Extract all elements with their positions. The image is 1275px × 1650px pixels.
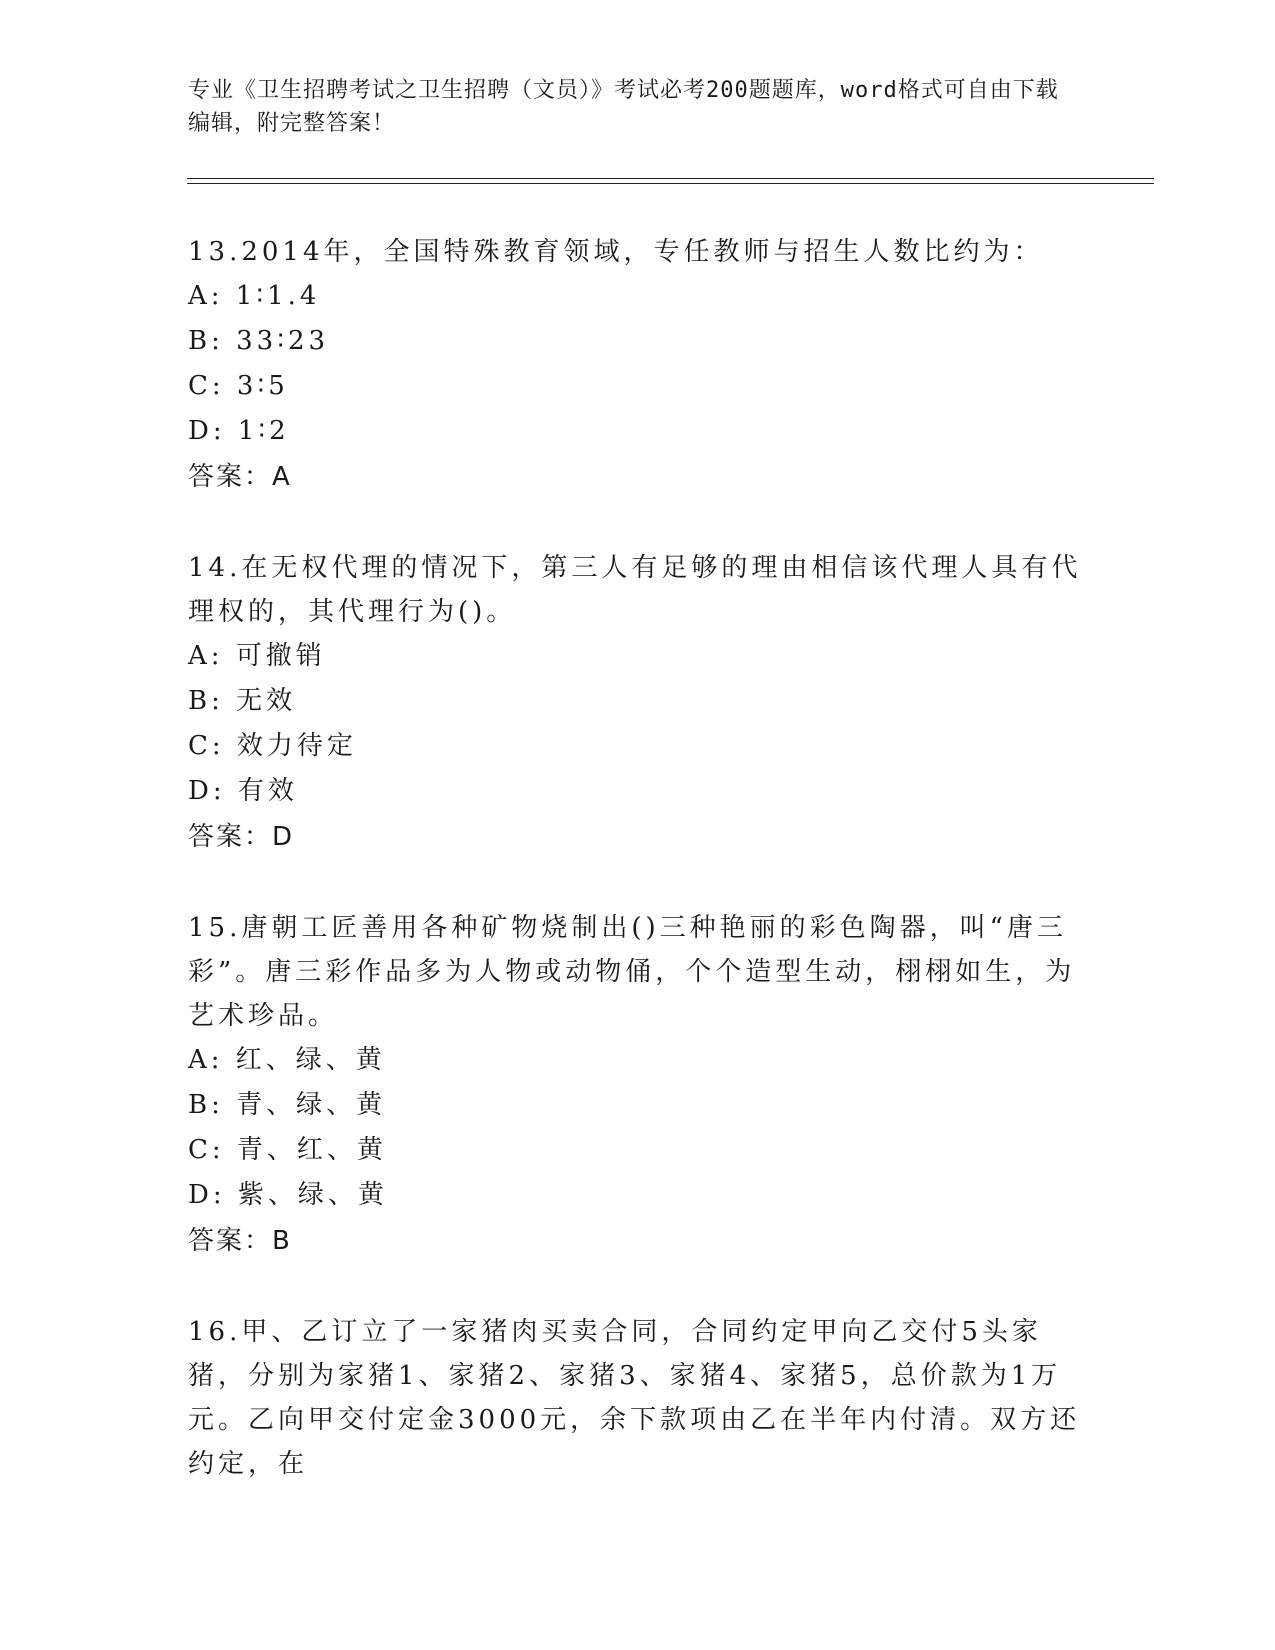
question-stem: 13.2014年，全国特殊教育领域，专任教师与招生人数比约为： xyxy=(188,237,1044,267)
answer-line: 答案：D xyxy=(188,822,295,852)
question-list xyxy=(188,230,1088,1486)
option-a: A: 1∶1.4 xyxy=(188,281,321,311)
option-d: D: 紫、绿、黄 xyxy=(188,1180,388,1210)
option-b: B: 33∶23 xyxy=(188,326,330,356)
question-14 xyxy=(188,546,1088,860)
question-15 xyxy=(188,906,1088,1264)
answer-line: 答案：A xyxy=(188,462,292,492)
document-header: 专业《卫生招聘考试之卫生招聘（文员）》考试必考200题题库，word格式可自由下载编辑，附完整答案！ xyxy=(188,78,1059,136)
question-stem: 16.甲、乙订立了一家猪肉买卖合同，合同约定甲向乙交付5头家猪，分别为家猪1、家猪2、家猪3、家猪4、家猪5，总价款为1万元。乙向甲交付定金3000元，余下款项由乙在半年内付清。双方还约定，在 xyxy=(188,1317,1081,1479)
question-stem: 15.唐朝工匠善用各种矿物烧制出()三种艳丽的彩色陶器，叫“唐三彩”。唐三彩作品多为人物或动物俑，个个造型生动，栩栩如生，为艺术珍品。 xyxy=(188,913,1076,1031)
header-divider-bottom xyxy=(187,183,1154,184)
option-a: A: 可撤销 xyxy=(188,641,326,671)
option-c: C: 3∶5 xyxy=(188,371,289,401)
option-c: C: 效力待定 xyxy=(188,731,357,761)
question-16 xyxy=(188,1310,1088,1486)
option-b: B: 无效 xyxy=(188,686,297,716)
option-c: C: 青、红、黄 xyxy=(188,1135,387,1165)
option-b: B: 青、绿、黄 xyxy=(188,1090,387,1120)
header-divider-top xyxy=(187,178,1154,179)
question-13 xyxy=(188,230,1088,500)
option-a: A: 红、绿、黄 xyxy=(188,1045,386,1075)
answer-line: 答案：B xyxy=(188,1226,292,1256)
option-d: D: 1∶2 xyxy=(188,416,290,446)
question-stem: 14.在无权代理的情况下，第三人有足够的理由相信该代理人具有代理权的，其代理行为()。 xyxy=(188,553,1082,627)
option-d: D: 有效 xyxy=(188,776,298,806)
